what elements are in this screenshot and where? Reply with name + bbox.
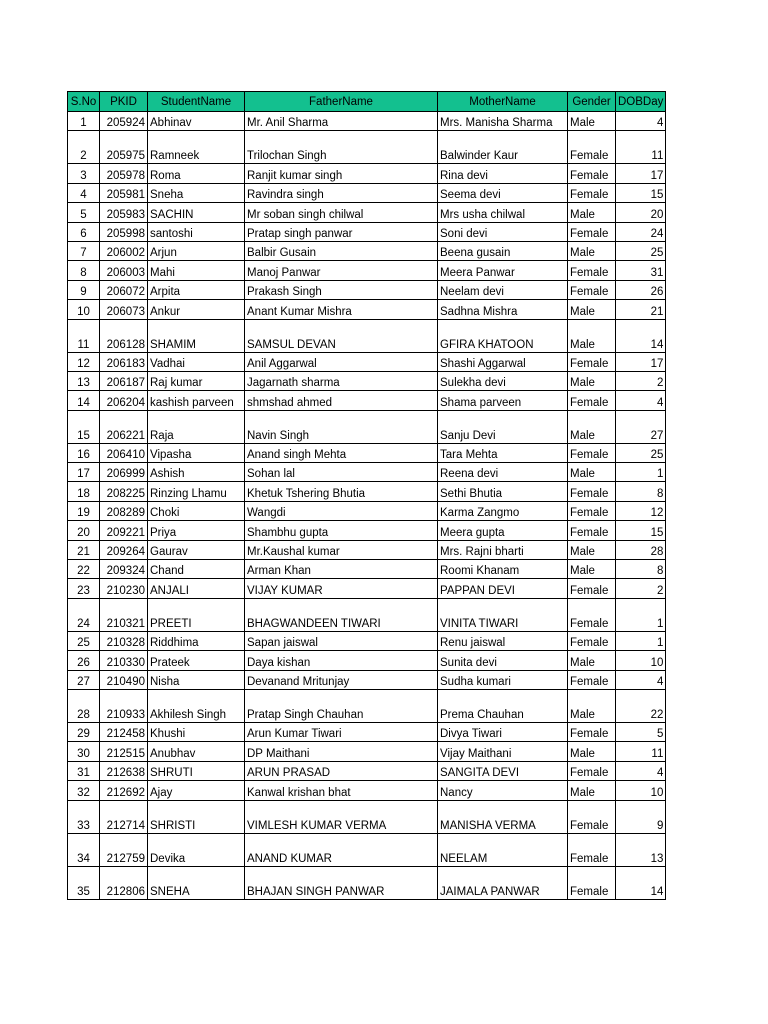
cell-mother-name: Tara Mehta [438,443,568,462]
cell-student-name: SACHIN [148,203,245,222]
column-header-gender: Gender [568,92,616,112]
cell-pkid: 209221 [100,521,148,540]
cell-sno: 17 [68,463,100,482]
cell-gender: Female [568,866,616,899]
cell-student-name: Prateek [148,651,245,670]
cell-dob-day: 13 [616,833,666,866]
cell-student-name: PREETI [148,598,245,631]
cell-mother-name: Vijay Maithani [438,742,568,761]
cell-sno: 28 [68,689,100,722]
table-row [68,781,666,800]
cell-student-name: Gaurav [148,540,245,559]
cell-father-name: Devanand Mritunjay [245,670,438,689]
cell-father-name: Kanwal krishan bhat [245,781,438,800]
cell-sno: 26 [68,651,100,670]
cell-dob-day: 10 [616,781,666,800]
cell-sno: 14 [68,391,100,410]
cell-sno: 33 [68,800,100,833]
cell-gender: Male [568,560,616,579]
cell-pkid: 212714 [100,800,148,833]
cell-father-name: Balbir Gusain [245,241,438,260]
cell-gender: Female [568,261,616,280]
table-row [68,352,666,371]
cell-sno: 5 [68,203,100,222]
cell-dob-day: 14 [616,319,666,352]
table-row [68,222,666,241]
cell-pkid: 206003 [100,261,148,280]
cell-student-name: kashish parveen [148,391,245,410]
cell-father-name: Pratap Singh Chauhan [245,689,438,722]
table-row [68,280,666,299]
cell-student-name: Vipasha [148,443,245,462]
cell-pkid: 205983 [100,203,148,222]
cell-dob-day: 21 [616,300,666,319]
cell-father-name: Shambhu gupta [245,521,438,540]
cell-sno: 24 [68,598,100,631]
table-row [68,651,666,670]
cell-mother-name: Prema Chauhan [438,689,568,722]
cell-gender: Male [568,300,616,319]
cell-student-name: Ankur [148,300,245,319]
cell-sno: 21 [68,540,100,559]
cell-father-name: VIJAY KUMAR [245,579,438,598]
cell-student-name: Abhinav [148,112,245,131]
cell-dob-day: 31 [616,261,666,280]
cell-gender: Female [568,183,616,202]
cell-mother-name: JAIMALA PANWAR [438,866,568,899]
cell-dob-day: 20 [616,203,666,222]
table-row [68,540,666,559]
cell-gender: Female [568,482,616,501]
cell-father-name: Manoj Panwar [245,261,438,280]
cell-mother-name: Balwinder Kaur [438,131,568,164]
table-row [68,761,666,780]
cell-student-name: Chand [148,560,245,579]
cell-mother-name: Shashi Aggarwal [438,352,568,371]
table-row [68,866,666,899]
cell-student-name: Choki [148,501,245,520]
cell-sno: 16 [68,443,100,462]
cell-father-name: shmshad ahmed [245,391,438,410]
cell-dob-day: 15 [616,521,666,540]
cell-student-name: Sneha [148,183,245,202]
table-row [68,722,666,741]
table-row [68,410,666,443]
cell-gender: Male [568,112,616,131]
cell-pkid: 206999 [100,463,148,482]
cell-student-name: Akhilesh Singh [148,689,245,722]
cell-father-name: VIMLESH KUMAR VERMA [245,800,438,833]
cell-father-name: Arman Khan [245,560,438,579]
cell-sno: 15 [68,410,100,443]
cell-gender: Female [568,352,616,371]
cell-mother-name: Karma Zangmo [438,501,568,520]
cell-gender: Female [568,443,616,462]
cell-pkid: 206410 [100,443,148,462]
cell-pkid: 205924 [100,112,148,131]
cell-sno: 29 [68,722,100,741]
cell-gender: Female [568,761,616,780]
cell-father-name: Ravindra singh [245,183,438,202]
cell-mother-name: Shama parveen [438,391,568,410]
cell-student-name: Nisha [148,670,245,689]
cell-student-name: SHRUTI [148,761,245,780]
table-row [68,631,666,650]
cell-dob-day: 28 [616,540,666,559]
cell-dob-day: 15 [616,183,666,202]
cell-student-name: Riddhima [148,631,245,650]
cell-gender: Male [568,742,616,761]
cell-mother-name: NEELAM [438,833,568,866]
cell-gender: Male [568,371,616,390]
cell-student-name: Ajay [148,781,245,800]
cell-pkid: 210490 [100,670,148,689]
cell-dob-day: 25 [616,443,666,462]
table-row [68,579,666,598]
cell-gender: Male [568,463,616,482]
cell-pkid: 210321 [100,598,148,631]
cell-father-name: Jagarnath sharma [245,371,438,390]
cell-mother-name: MANISHA VERMA [438,800,568,833]
cell-student-name: Arjun [148,241,245,260]
cell-pkid: 206073 [100,300,148,319]
cell-gender: Male [568,410,616,443]
header-row [68,92,666,112]
table-row [68,203,666,222]
cell-student-name: Vadhai [148,352,245,371]
cell-sno: 10 [68,300,100,319]
cell-sno: 35 [68,866,100,899]
cell-pkid: 212692 [100,781,148,800]
cell-pkid: 208289 [100,501,148,520]
cell-gender: Female [568,722,616,741]
table-row [68,670,666,689]
cell-sno: 8 [68,261,100,280]
cell-mother-name: Sulekha devi [438,371,568,390]
cell-dob-day: 12 [616,501,666,520]
cell-student-name: Ashish [148,463,245,482]
cell-gender: Male [568,781,616,800]
cell-sno: 30 [68,742,100,761]
cell-dob-day: 9 [616,800,666,833]
cell-pkid: 205981 [100,183,148,202]
cell-mother-name: Roomi Khanam [438,560,568,579]
cell-pkid: 212458 [100,722,148,741]
cell-father-name: Wangdi [245,501,438,520]
cell-pkid: 212806 [100,866,148,899]
cell-pkid: 205975 [100,131,148,164]
table-row [68,598,666,631]
cell-gender: Female [568,501,616,520]
cell-pkid: 206221 [100,410,148,443]
cell-father-name: Ranjit kumar singh [245,164,438,183]
cell-dob-day: 14 [616,866,666,899]
cell-pkid: 212759 [100,833,148,866]
cell-mother-name: Sadhna Mishra [438,300,568,319]
cell-student-name: SNEHA [148,866,245,899]
cell-student-name: Devika [148,833,245,866]
table-row [68,463,666,482]
cell-father-name: Trilochan Singh [245,131,438,164]
cell-pkid: 209264 [100,540,148,559]
cell-pkid: 206072 [100,280,148,299]
table-row [68,371,666,390]
cell-mother-name: Sanju Devi [438,410,568,443]
cell-pkid: 210328 [100,631,148,650]
cell-father-name: Mr. Anil Sharma [245,112,438,131]
cell-sno: 22 [68,560,100,579]
cell-pkid: 212638 [100,761,148,780]
table-row [68,319,666,352]
cell-sno: 27 [68,670,100,689]
cell-dob-day: 8 [616,482,666,501]
cell-gender: Female [568,521,616,540]
cell-sno: 18 [68,482,100,501]
cell-gender: Female [568,164,616,183]
cell-sno: 13 [68,371,100,390]
column-header-father-name: FatherName [245,92,438,112]
cell-dob-day: 8 [616,560,666,579]
cell-mother-name: Mrs. Rajni bharti [438,540,568,559]
table-row [68,742,666,761]
cell-pkid: 210230 [100,579,148,598]
cell-father-name: Arun Kumar Tiwari [245,722,438,741]
cell-student-name: Roma [148,164,245,183]
cell-gender: Male [568,241,616,260]
cell-gender: Male [568,689,616,722]
table-row [68,689,666,722]
cell-pkid: 206128 [100,319,148,352]
cell-mother-name: Neelam devi [438,280,568,299]
table-row [68,560,666,579]
cell-mother-name: Meera Panwar [438,261,568,280]
table-row [68,521,666,540]
cell-mother-name: SANGITA DEVI [438,761,568,780]
cell-sno: 4 [68,183,100,202]
cell-mother-name: Beena gusain [438,241,568,260]
cell-pkid: 210933 [100,689,148,722]
cell-student-name: Anubhav [148,742,245,761]
cell-dob-day: 25 [616,241,666,260]
cell-sno: 1 [68,112,100,131]
cell-father-name: DP Maithani [245,742,438,761]
table-row [68,443,666,462]
table-row [68,501,666,520]
table-row [68,300,666,319]
cell-father-name: SAMSUL DEVAN [245,319,438,352]
cell-pkid: 210330 [100,651,148,670]
cell-gender: Female [568,131,616,164]
cell-student-name: santoshi [148,222,245,241]
cell-gender: Female [568,222,616,241]
cell-sno: 2 [68,131,100,164]
cell-dob-day: 5 [616,722,666,741]
cell-dob-day: 22 [616,689,666,722]
cell-gender: Female [568,280,616,299]
cell-gender: Female [568,598,616,631]
cell-mother-name: Sunita devi [438,651,568,670]
cell-pkid: 206187 [100,371,148,390]
cell-mother-name: GFIRA KHATOON [438,319,568,352]
table-row [68,131,666,164]
cell-father-name: Mr soban singh chilwal [245,203,438,222]
cell-student-name: SHAMIM [148,319,245,352]
cell-pkid: 209324 [100,560,148,579]
cell-dob-day: 1 [616,598,666,631]
cell-student-name: Raja [148,410,245,443]
cell-father-name: Daya kishan [245,651,438,670]
cell-mother-name: Renu jaiswal [438,631,568,650]
cell-dob-day: 11 [616,131,666,164]
cell-father-name: Pratap singh panwar [245,222,438,241]
cell-gender: Female [568,833,616,866]
cell-gender: Female [568,631,616,650]
column-header-sno: S.No [68,92,100,112]
cell-dob-day: 4 [616,391,666,410]
cell-student-name: Khushi [148,722,245,741]
table-body [68,112,666,900]
cell-pkid: 212515 [100,742,148,761]
table-row [68,833,666,866]
table-row [68,241,666,260]
cell-student-name: Mahi [148,261,245,280]
cell-sno: 23 [68,579,100,598]
cell-gender: Male [568,319,616,352]
cell-father-name: Sapan jaiswal [245,631,438,650]
cell-sno: 32 [68,781,100,800]
cell-student-name: Ramneek [148,131,245,164]
cell-dob-day: 11 [616,742,666,761]
cell-student-name: Rinzing Lhamu [148,482,245,501]
cell-sno: 19 [68,501,100,520]
cell-student-name: Priya [148,521,245,540]
cell-father-name: Mr.Kaushal kumar [245,540,438,559]
cell-mother-name: PAPPAN DEVI [438,579,568,598]
cell-father-name: BHAJAN SINGH PANWAR [245,866,438,899]
cell-gender: Female [568,391,616,410]
cell-sno: 7 [68,241,100,260]
cell-sno: 25 [68,631,100,650]
cell-dob-day: 17 [616,352,666,371]
cell-sno: 3 [68,164,100,183]
cell-gender: Female [568,800,616,833]
cell-pkid: 205998 [100,222,148,241]
cell-father-name: Anant Kumar Mishra [245,300,438,319]
cell-sno: 12 [68,352,100,371]
cell-father-name: Sohan lal [245,463,438,482]
cell-father-name: BHAGWANDEEN TIWARI [245,598,438,631]
cell-dob-day: 2 [616,579,666,598]
cell-student-name: Arpita [148,280,245,299]
cell-gender: Female [568,579,616,598]
cell-sno: 34 [68,833,100,866]
cell-mother-name: Mrs usha chilwal [438,203,568,222]
table-row [68,482,666,501]
cell-mother-name: Seema devi [438,183,568,202]
cell-pkid: 206204 [100,391,148,410]
table-row [68,391,666,410]
column-header-student-name: StudentName [148,92,245,112]
cell-pkid: 206183 [100,352,148,371]
cell-dob-day: 4 [616,112,666,131]
cell-dob-day: 24 [616,222,666,241]
column-header-dob-day: DOBDay [616,92,666,112]
cell-gender: Female [568,670,616,689]
table-row [68,164,666,183]
student-table [67,91,666,900]
cell-mother-name: Meera gupta [438,521,568,540]
cell-dob-day: 10 [616,651,666,670]
cell-mother-name: VINITA TIWARI [438,598,568,631]
cell-father-name: ANAND KUMAR [245,833,438,866]
cell-dob-day: 1 [616,631,666,650]
cell-student-name: SHRISTI [148,800,245,833]
cell-dob-day: 17 [616,164,666,183]
cell-father-name: Anand singh Mehta [245,443,438,462]
cell-sno: 9 [68,280,100,299]
cell-pkid: 208225 [100,482,148,501]
cell-mother-name: Mrs. Manisha Sharma [438,112,568,131]
table-row [68,112,666,131]
cell-father-name: Prakash Singh [245,280,438,299]
cell-mother-name: Rina devi [438,164,568,183]
cell-gender: Male [568,540,616,559]
cell-father-name: Navin Singh [245,410,438,443]
cell-mother-name: Sudha kumari [438,670,568,689]
cell-dob-day: 4 [616,761,666,780]
cell-father-name: Anil Aggarwal [245,352,438,371]
column-header-mother-name: MotherName [438,92,568,112]
cell-sno: 31 [68,761,100,780]
cell-father-name: ARUN PRASAD [245,761,438,780]
cell-student-name: ANJALI [148,579,245,598]
cell-mother-name: Reena devi [438,463,568,482]
cell-dob-day: 1 [616,463,666,482]
cell-dob-day: 26 [616,280,666,299]
table-row [68,183,666,202]
cell-dob-day: 2 [616,371,666,390]
cell-sno: 6 [68,222,100,241]
cell-pkid: 205978 [100,164,148,183]
table-row [68,800,666,833]
cell-mother-name: Divya Tiwari [438,722,568,741]
cell-mother-name: Nancy [438,781,568,800]
cell-student-name: Raj kumar [148,371,245,390]
cell-dob-day: 4 [616,670,666,689]
cell-father-name: Khetuk Tshering Bhutia [245,482,438,501]
cell-pkid: 206002 [100,241,148,260]
cell-gender: Male [568,203,616,222]
cell-sno: 11 [68,319,100,352]
cell-mother-name: Sethi Bhutia [438,482,568,501]
cell-mother-name: Soni devi [438,222,568,241]
table-row [68,261,666,280]
cell-dob-day: 27 [616,410,666,443]
cell-gender: Male [568,651,616,670]
column-header-pkid: PKID [100,92,148,112]
cell-sno: 20 [68,521,100,540]
